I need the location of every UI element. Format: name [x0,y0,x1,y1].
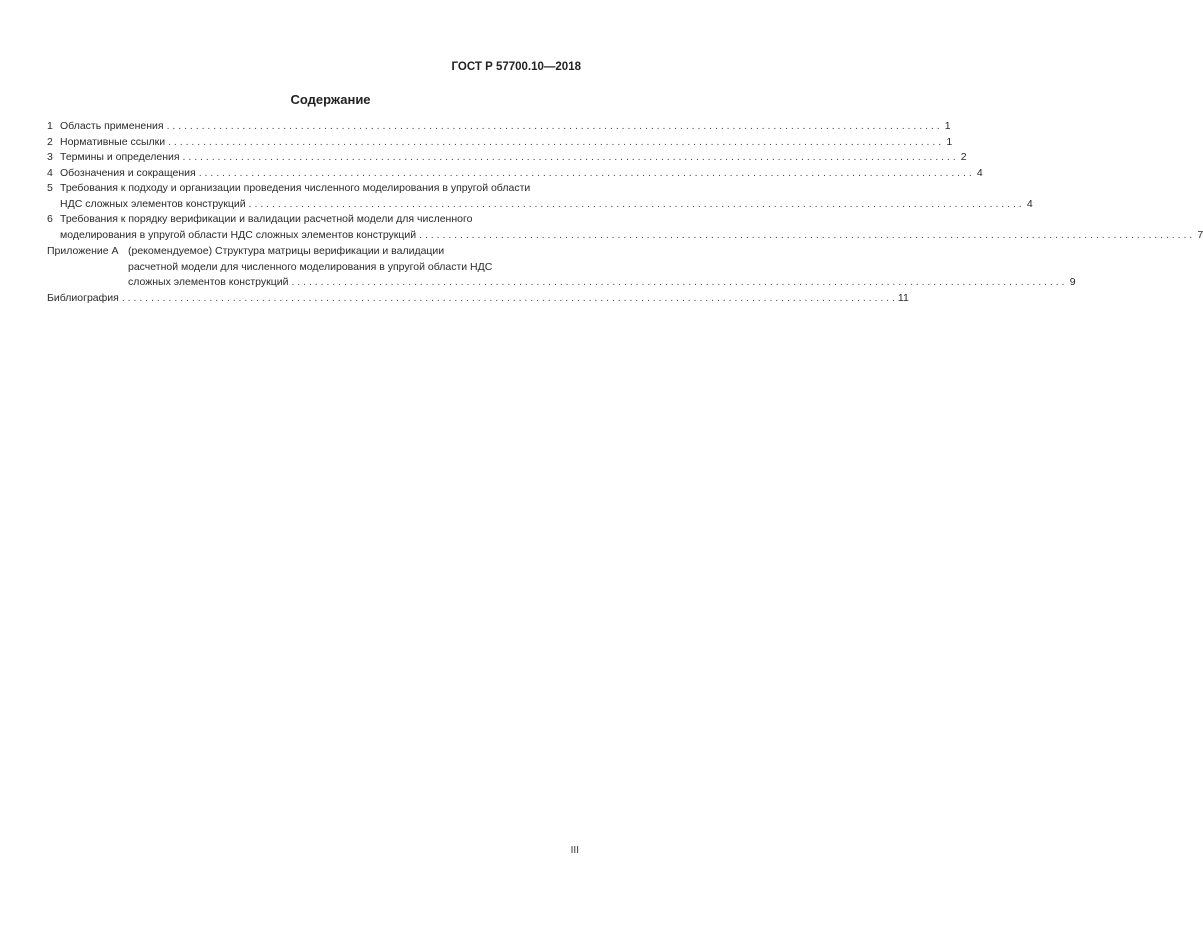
leader-dots [249,197,1022,213]
toc-entry-6[interactable] [47,212,1203,243]
page-number: III [570,845,579,856]
leader-dots [167,119,940,135]
toc-entry-page: 1 [946,135,953,148]
leader-dots [122,291,895,307]
leader-dots [183,150,956,166]
appendix-label: Приложение А [47,245,119,257]
toc-entry-title-line: НДС сложных элементов конструкций [60,197,246,210]
toc-entry-page: 4 [976,166,983,179]
toc-bibliography[interactable] [47,291,909,307]
leader-dots [291,275,1064,291]
toc-entry-number: 6 [47,213,53,225]
toc-entry-page: 1 [944,120,951,132]
page-title: Содержание [290,92,371,107]
toc-entry-number: 1 [47,120,53,132]
toc-entry-4[interactable] [47,166,983,182]
toc-entry-number: 5 [47,182,53,194]
toc-entry-number: 3 [47,151,53,163]
leader-dots [419,228,1192,244]
leader-dots [168,135,941,151]
toc-entry-number: 4 [47,166,53,179]
toc-entry-3[interactable] [47,150,967,166]
appendix-title-line: сложных элементов конструкций [128,276,289,288]
toc-entry-2[interactable] [47,135,953,151]
toc-appendix-a[interactable] [47,244,1076,291]
document-code: ГОСТ Р 57700.10—2018 [451,61,581,73]
toc-entry-title-line: Требования к порядку верификации и валидации расчетной модели для численного [60,213,473,225]
toc-entry-1[interactable] [47,119,951,135]
toc-entry-title-line: моделирования в упругой области НДС сложных элементов конструкций [60,228,417,241]
table-of-contents [47,119,1203,306]
toc-entry-title: Область применения [60,120,164,132]
leader-dots [199,166,972,182]
appendix-title-line: (рекомендуемое) Структура матрицы верификации и валидации [128,245,445,257]
toc-entry-title: Термины и определения [60,151,180,163]
toc-entry-title-line: Требования к подходу и организации проведения численного моделирования в упругой области [60,182,531,194]
bibliography-label: Библиография [47,291,119,304]
bibliography-page: 11 [897,291,909,304]
toc-entry-page: 7 [1197,228,1203,241]
appendix-page: 9 [1069,276,1076,288]
toc-entry-title: Нормативные ссылки [60,135,166,148]
toc-entry-page: 2 [960,151,967,163]
toc-entry-number: 2 [47,135,53,148]
toc-entry-title: Обозначения и сокращения [60,166,196,179]
toc-entry-page: 4 [1026,197,1033,210]
appendix-title-line: расчетной модели для численного моделирования в упругой области НДС [128,260,493,273]
toc-entry-5[interactable] [47,181,1033,212]
